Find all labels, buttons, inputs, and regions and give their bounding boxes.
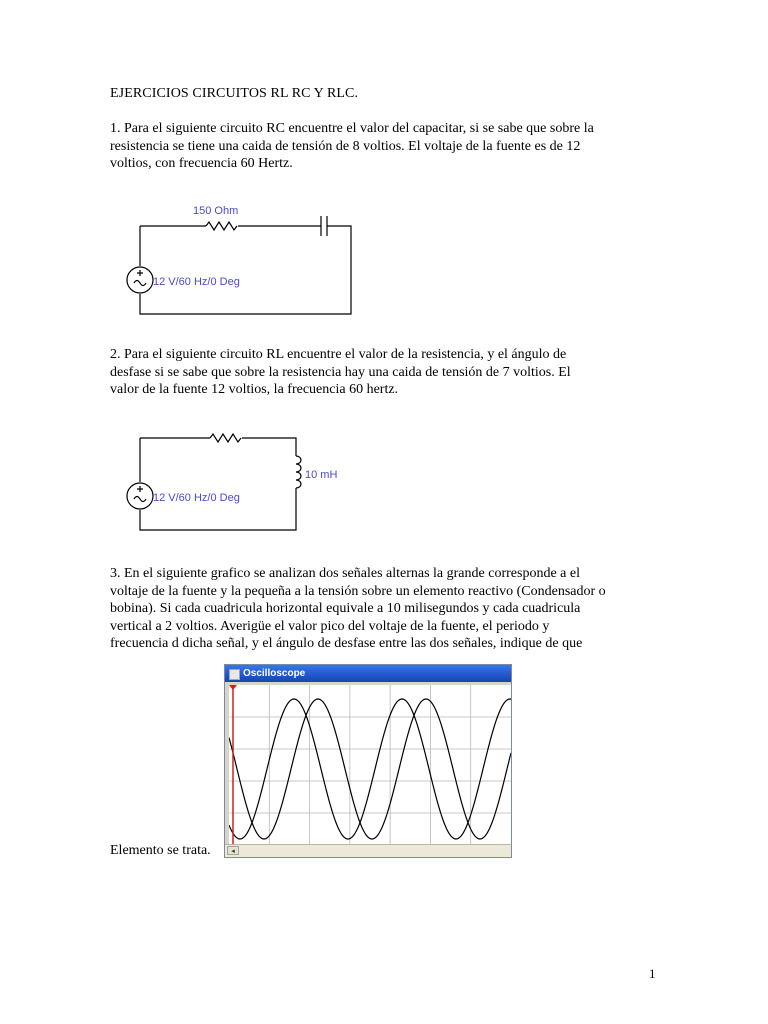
source-label: 12 V/60 Hz/0 Deg (153, 492, 240, 504)
text-line: desfase si se sabe que sobre la resistencia hay una caida de tensión de 7 voltios. El (110, 364, 571, 380)
oscilloscope-plot (229, 685, 511, 845)
question-1-text (110, 120, 665, 173)
oscilloscope-screen (229, 685, 511, 845)
question-2-text (110, 346, 665, 399)
capacitor-symbol (321, 216, 327, 236)
source-label: 12 V/60 Hz/0 Deg (153, 276, 240, 288)
text-line: voltios, con frecuencia 60 Hertz. (110, 156, 293, 171)
question-3-text (110, 565, 665, 653)
text-line: frecuencia d dicha señal, y el ángulo de desfase entre las dos señales, indique de que (110, 636, 583, 651)
text-line: vertical a 2 voltios. Averigüe el valor pico del voltaje de la fuente, el periodo y (110, 618, 550, 634)
sine-glyph (134, 281, 146, 286)
oscilloscope-app-icon (229, 669, 240, 680)
resistor-symbol (210, 434, 241, 442)
window-titlebar[interactable] (225, 665, 511, 682)
trace-reactive-voltage (229, 699, 511, 839)
text-line: valor de la fuente 12 voltios, la frecuencia 60 hertz. (110, 382, 399, 397)
inductor-symbol (296, 456, 301, 488)
text-line: voltaje de la fuente y la pequeña a la tensión sobre un elemento reactivo (Condensador o (110, 583, 606, 599)
text-line: 1. Para el siguiente circuito RC encuentre el valor del capacitar, si se sabe que sobre la (110, 121, 594, 136)
horizontal-scrollbar[interactable] (225, 844, 511, 857)
window-title: Oscilloscope (243, 668, 306, 679)
closing-text: Elemento se trata. (110, 843, 211, 858)
scroll-left-arrow-icon[interactable]: ◂ (227, 846, 239, 855)
text-line: resistencia se tiene una caida de tensión de 8 voltios. El voltaje de la fuente es de 12 (110, 138, 581, 154)
text-line: 3. En el siguiente grafico se analizan dos señales alternas la grande corresponde a el (110, 566, 580, 581)
plus-glyph (137, 270, 143, 276)
document-title: EJERCICIOS CIRCUITOS RL RC Y RLC. (110, 86, 359, 101)
trigger-marker-icon (229, 685, 237, 690)
text-line: bobina). Si cada cuadricula horizontal equivale a 10 milisegundos y cada cuadricula (110, 601, 581, 616)
inductor-label: 10 mH (305, 469, 338, 481)
sine-glyph (134, 497, 146, 502)
resistor-symbol (206, 222, 237, 230)
resistor-label: 150 Ohm (193, 205, 239, 217)
trace-source-voltage (229, 699, 511, 839)
rc-circuit-diagram (110, 198, 370, 328)
oscilloscope-window (224, 664, 512, 858)
wire (140, 226, 351, 314)
plus-glyph (137, 486, 143, 492)
wire (242, 438, 296, 456)
rl-circuit-diagram (110, 420, 370, 538)
text-line: 2. Para el siguiente circuito RL encuentre el valor de la resistencia, y el ángulo de (110, 347, 567, 362)
page-number: 1 (649, 966, 656, 981)
